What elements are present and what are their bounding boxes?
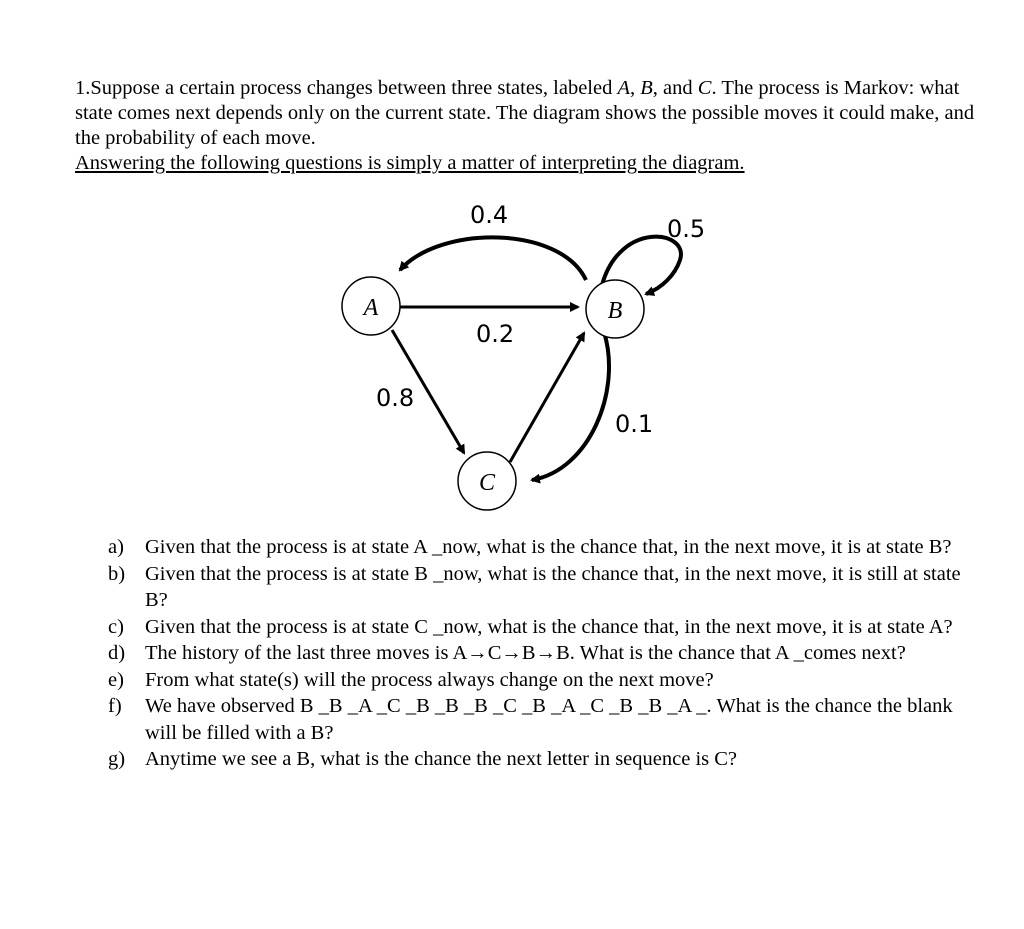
question-letter: d) (108, 642, 126, 664)
question-letter: g) (108, 748, 126, 770)
problem-intro (75, 76, 975, 176)
markov-diagram (310, 190, 720, 530)
intro-instruction: Answering the following questions is simply a matter of interpreting the diagram. (75, 152, 745, 174)
question-text: We have observed B _B _A _C _B _B _B _C _B _A _C _B _B _A _. What is the chance the blank will be filled with a B? (145, 695, 953, 744)
state-a-label: A (617, 77, 631, 99)
label-a-to-b: 0.2 (476, 320, 515, 348)
question-letter: f) (108, 695, 122, 717)
question-text: The history of the last three moves is A→C→B→B. What is the chance that A _comes next? (145, 642, 906, 664)
question-item (108, 614, 978, 641)
intro-sep: , (630, 77, 641, 99)
question-text: Given that the process is at state A _now, what is the chance that, in the next move, it is at state B? (145, 536, 952, 558)
question-item (108, 561, 978, 614)
label-b-to-a: 0.4 (470, 201, 509, 229)
intro-text: 1.Suppose a certain process changes between three states, labeled (75, 77, 618, 99)
label-a-to-c: 0.8 (376, 384, 415, 412)
edge-b-to-a (400, 237, 586, 280)
label-b-to-c: 0.1 (615, 410, 654, 438)
intro-text: . The process is Markov: what state comes next depends only on the current state. The diagram shows the possible moves it could make, and the probability of each move. (75, 77, 975, 149)
question-letter: b) (108, 562, 126, 585)
question-item (108, 534, 978, 561)
question-text: From what state(s) will the process always change on the next move? (145, 668, 714, 691)
node-b-label: B (607, 298, 623, 324)
state-c-label: C (697, 77, 712, 99)
state-b-label: B (640, 77, 653, 99)
question-letter: a) (108, 536, 124, 558)
edge-c-to-b (510, 333, 584, 462)
label-b-to-b: 0.5 (667, 215, 706, 243)
question-item (108, 640, 978, 667)
intro-sep: , and (652, 77, 698, 99)
question-letter: e) (108, 668, 124, 691)
question-list (108, 534, 978, 773)
question-item (108, 693, 978, 746)
node-c-label: C (478, 470, 496, 496)
question-text: Given that the process is at state C _now, what is the chance that, in the next move, it is at state A? (145, 615, 953, 638)
question-item (108, 667, 978, 694)
question-text: Given that the process is at state B _now, what is the chance that, in the next move, it is still at state B? (145, 562, 961, 611)
intro-paragraph (75, 76, 975, 151)
question-text: Anytime we see a B, what is the chance the next letter in sequence is C? (145, 748, 738, 770)
node-a-label: A (363, 295, 379, 321)
markov-diagram-svg (310, 190, 720, 530)
question-letter: c) (108, 615, 124, 638)
question-item (108, 746, 978, 773)
